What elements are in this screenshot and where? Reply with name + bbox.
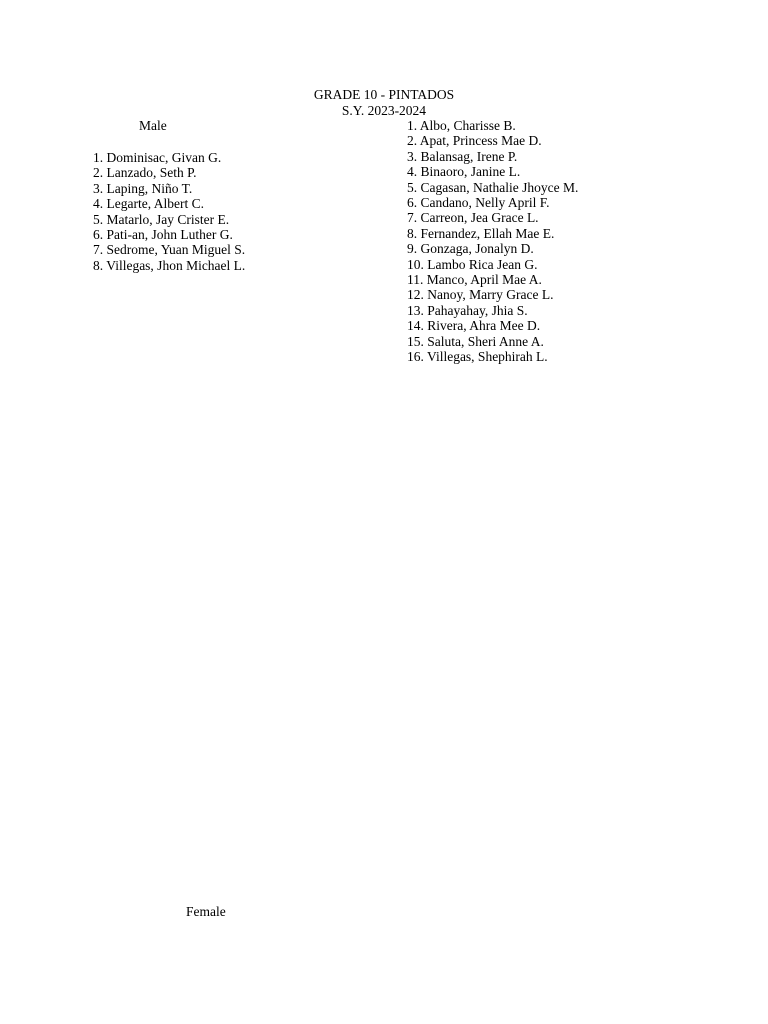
- list-item: 2. Lanzado, Seth P.: [93, 165, 197, 181]
- list-item: 5. Cagasan, Nathalie Jhoyce M.: [407, 179, 579, 195]
- list-item: 12. Nanoy, Marry Grace L.: [407, 287, 554, 303]
- list-item: 16. Villegas, Shephirah L.: [407, 349, 548, 365]
- page-title: GRADE 10 - PINTADOS: [313, 87, 455, 102]
- list-item: 13. Pahayahay, Jhia S.: [407, 302, 528, 318]
- list-item: 8. Fernandez, Ellah Mae E.: [407, 225, 555, 241]
- list-item: 9. Gonzaga, Jonalyn D.: [407, 241, 534, 257]
- male-heading: Male: [139, 118, 167, 133]
- list-item: 14. Rivera, Ahra Mee D.: [407, 318, 541, 334]
- female-student-list: [407, 118, 578, 365]
- school-year: S.Y. 2023-2024: [341, 103, 427, 118]
- list-item: 4. Binaoro, Janine L.: [407, 164, 521, 180]
- list-item: 11. Manco, April Mae A.: [407, 272, 542, 288]
- female-heading: Female: [186, 904, 226, 919]
- list-item: 5. Matarlo, Jay Crister E.: [93, 211, 230, 227]
- list-item: 7. Sedrome, Yuan Miguel S.: [93, 242, 246, 258]
- list-item: 10. Lambo Rica Jean G.: [407, 256, 538, 272]
- list-item: 2. Apat, Princess Mae D.: [407, 133, 542, 149]
- male-student-list: [93, 150, 245, 273]
- list-item: 6. Candano, Nelly April F.: [407, 195, 550, 211]
- list-item: 3. Laping, Niño T.: [93, 180, 193, 196]
- list-item: 4. Legarte, Albert C.: [93, 196, 204, 212]
- list-item: 1. Dominisac, Givan G.: [93, 150, 222, 165]
- list-item: 3. Balansag, Irene P.: [407, 148, 518, 164]
- list-item: 8. Villegas, Jhon Michael L.: [93, 257, 246, 273]
- list-item: 6. Pati-an, John Luther G.: [93, 227, 233, 243]
- list-item: 7. Carreon, Jea Grace L.: [407, 210, 539, 226]
- list-item: 15. Saluta, Sheri Anne A.: [407, 333, 544, 349]
- list-item: 1. Albo, Charisse B.: [407, 118, 516, 133]
